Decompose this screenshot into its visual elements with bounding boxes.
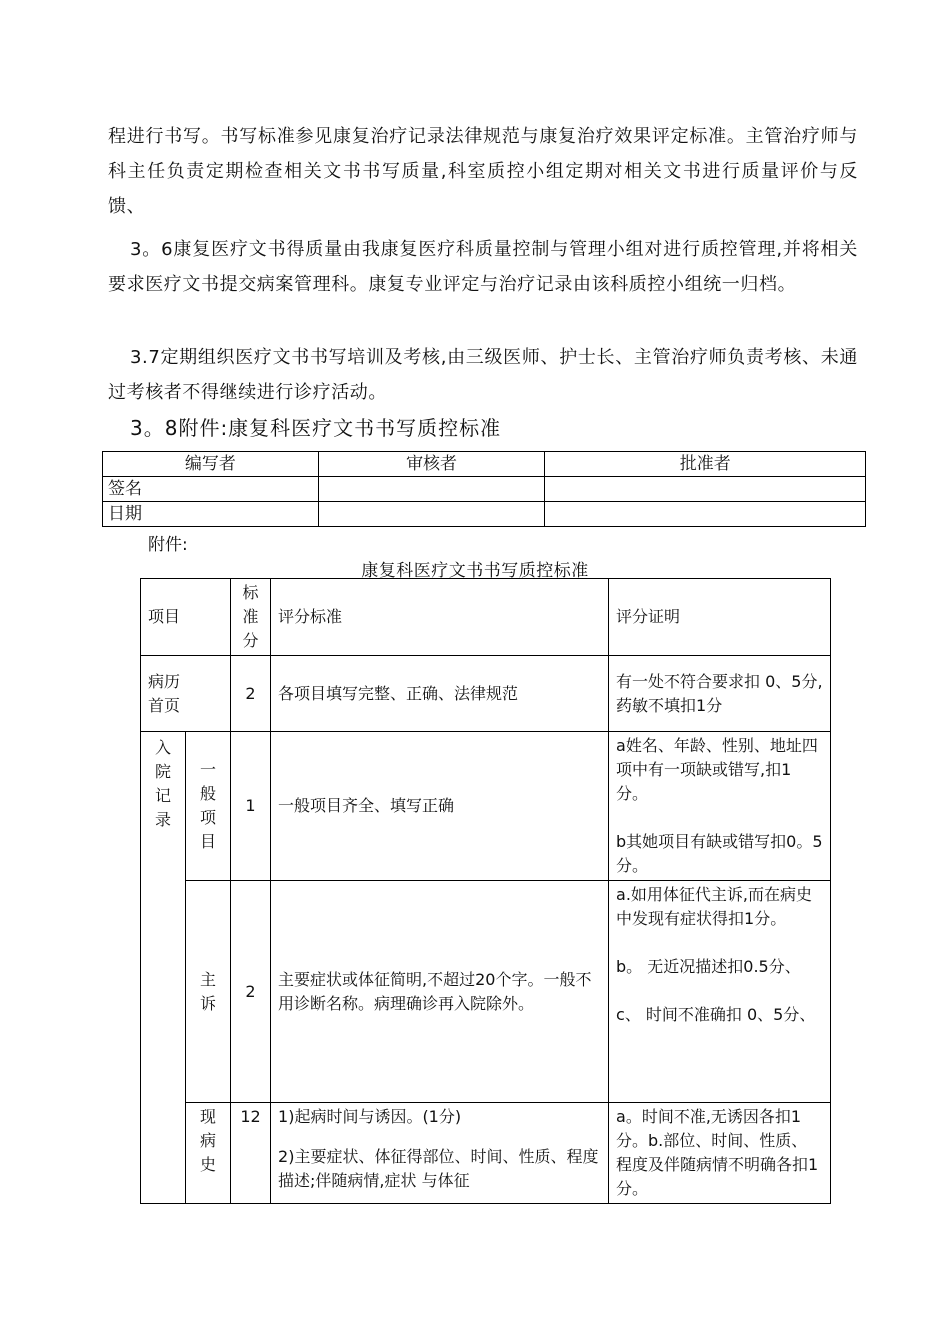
sign-label: 签名 — [103, 477, 319, 502]
row-general-evidence-b: b其她项目有缺或错写扣0。5分。 — [616, 832, 823, 875]
row-present-criteria — [271, 1103, 609, 1204]
standard-table-title: 康复科医疗文书书写质控标准 — [361, 561, 589, 581]
admission-record-group — [141, 732, 186, 1204]
row-general-item-text: 一般项目 — [199, 760, 216, 851]
standard-header-row — [141, 579, 831, 656]
row-present-criteria-1: 1)起病时间与诱因。(1分) — [278, 1107, 462, 1126]
row-general-evidence-a: a姓名、年龄、性别、地址四项中有一项缺或错写,扣1分。 — [616, 736, 818, 803]
paragraph-3-6-text: 3。6康复医疗文书得质量由我康复医疗科质量控制与管理小组对进行质控管理,并将相关要求医疗文书提交病案管理科。康复专业评定与治疗记录由该科质控小组统一归档。 — [108, 239, 858, 295]
sign-approver-cell — [545, 477, 866, 502]
date-row — [103, 502, 866, 527]
row-front-page-evidence: 有一处不符合要求扣 0、5分,药敏不填扣1分 — [609, 656, 831, 732]
row-present-evidence: a。时间不准,无诱因各扣1分。b.部位、时间、性质、程度及伴随病情不明确各扣1分。 — [609, 1103, 831, 1204]
header-item: 项目 — [141, 579, 231, 656]
row-front-page-criteria: 各项目填写完整、正确、法律规范 — [271, 656, 609, 732]
row-general-criteria: 一般项目齐全、填写正确 — [271, 732, 609, 881]
row-present-illness — [141, 1103, 831, 1204]
header-evidence: 评分证明 — [609, 579, 831, 656]
admission-record-text: 入院记录 — [154, 738, 171, 829]
row-general-evidence — [609, 732, 831, 881]
row-chief-score: 2 — [231, 881, 271, 1103]
heading-3-8-attachment: 3。8附件:康复科医疗文书书写质控标准 — [130, 416, 502, 440]
date-approver-cell — [545, 502, 866, 527]
date-label: 日期 — [103, 502, 319, 527]
row-chief-evidence — [609, 881, 831, 1103]
row-chief-item — [186, 881, 231, 1103]
row-general-item — [186, 732, 231, 881]
paragraph-3-7-text: 3.7定期组织医疗文书书写培训及考核,由三级医师、护士长、主管治疗师负责考核、未通过考核者不得继续进行诊疗活动。 — [108, 347, 858, 403]
header-score-text: 标准分 — [242, 583, 259, 650]
row-front-page-item-text: 病历首页 — [148, 671, 181, 715]
row-chief-evidence-b: b。 无近况描述扣0.5分、 — [616, 957, 801, 976]
row-front-page-item — [141, 656, 231, 732]
sign-reviewer-cell — [318, 477, 545, 502]
header-score — [231, 579, 271, 656]
row-present-item — [186, 1103, 231, 1204]
paragraph-3-6 — [108, 232, 858, 302]
row-present-criteria-2: 2)主要症状、体征得部位、时间、性质、程度描述;伴随病情,症状 与体征 — [278, 1147, 599, 1190]
row-chief-item-text: 主诉 — [199, 969, 216, 1013]
row-present-item-text: 现病史 — [199, 1107, 216, 1174]
header-reviewer: 审核者 — [318, 452, 545, 477]
paragraph-3-5-continued: 程进行书写。书写标准参见康复治疗记录法律规范与康复治疗效果评定标准。主管治疗师与科主任负责定期检查相关文书书写质量,科室质控小组定期对相关文书进行质量评价与反馈、 — [108, 126, 858, 217]
row-present-score: 12 — [231, 1103, 271, 1204]
quality-standard-table — [140, 578, 831, 1204]
header-criteria: 评分标准 — [271, 579, 609, 656]
row-chief-evidence-c: c、 时间不准确扣 0、5分、 — [616, 1005, 816, 1024]
header-writer: 编写者 — [103, 452, 319, 477]
row-chief-evidence-a: a.如用体征代主诉,而在病史中发现有症状得扣1分。 — [616, 885, 812, 928]
header-approver: 批准者 — [545, 452, 866, 477]
row-front-page — [141, 656, 831, 732]
row-general-items — [141, 732, 831, 881]
row-front-page-score: 2 — [231, 656, 271, 732]
sign-table-header-row — [103, 452, 866, 477]
sign-off-table — [102, 451, 866, 527]
row-chief-criteria: 主要症状或体征简明,不超过20个字。一般不用诊断名称。病理确诊再入院除外。 — [271, 881, 609, 1103]
attachment-label: 附件: — [148, 535, 188, 555]
paragraph-3-7 — [108, 340, 858, 410]
row-chief-complaint — [141, 881, 831, 1103]
row-general-score: 1 — [231, 732, 271, 881]
sign-row — [103, 477, 866, 502]
date-reviewer-cell — [318, 502, 545, 527]
